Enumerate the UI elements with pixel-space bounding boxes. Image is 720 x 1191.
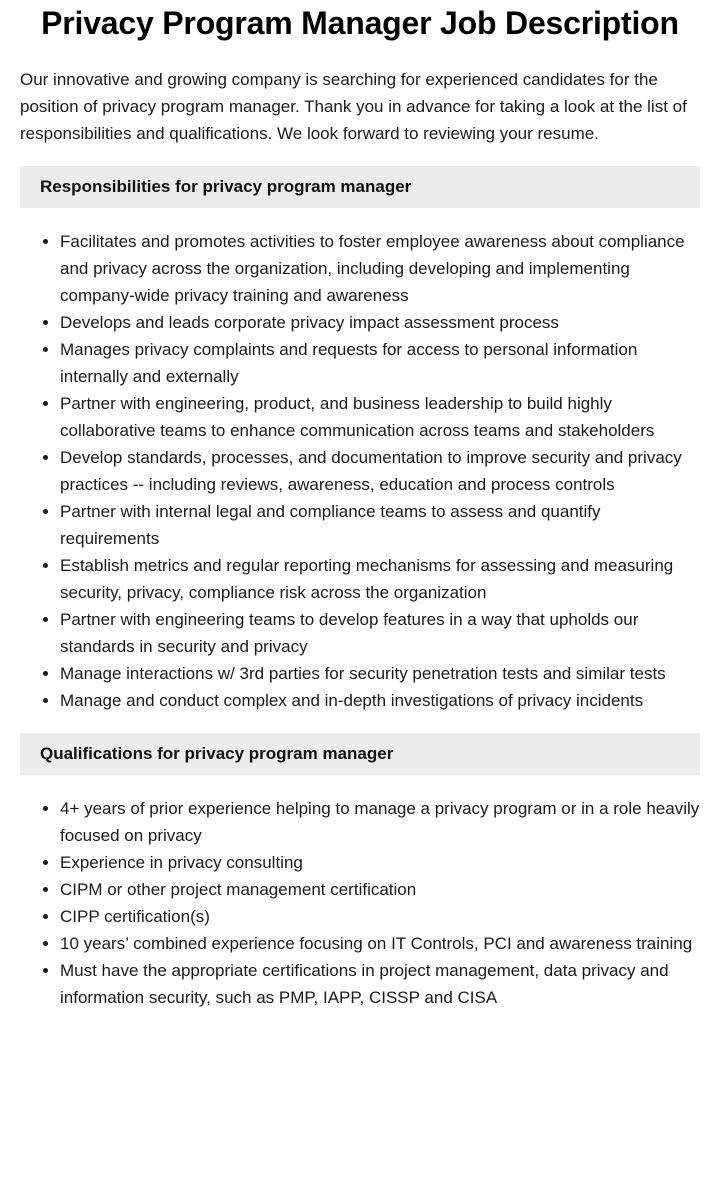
- list-item: • Develops and leads corporate privacy impact assessment process: [60, 309, 700, 336]
- list-item: • Manage interactions w/ 3rd parties for security penetration tests and similar tests: [60, 660, 700, 687]
- list-item: • Establish metrics and regular reporting mechanisms for assessing and measuring security, privacy, compliance risk across the organization: [60, 552, 700, 606]
- list-item: • CIPM or other project management certification: [60, 876, 700, 903]
- responsibilities-heading: Responsibilities for privacy program manager: [20, 166, 700, 208]
- qualifications-list: [20, 795, 700, 1011]
- list-item: • Must have the appropriate certifications in project management, data privacy and information security, such as PMP, IAPP, CISSP and CISA: [60, 957, 700, 1011]
- list-item: • Manage and conduct complex and in-depth investigations of privacy incidents: [60, 687, 700, 714]
- list-item: • 4+ years of prior experience helping to manage a privacy program or in a role heavily focused on privacy: [60, 795, 700, 849]
- list-item: • Partner with engineering, product, and business leadership to build highly collaborative teams to enhance communication across teams and stakeholders: [60, 390, 700, 444]
- list-item: • Partner with engineering teams to develop features in a way that upholds our standards in security and privacy: [60, 606, 700, 660]
- list-item: • Develop standards, processes, and documentation to improve security and privacy practices -- including reviews, awareness, education and process controls: [60, 444, 700, 498]
- intro-paragraph: Our innovative and growing company is searching for experienced candidates for the position of privacy program manager. Thank you in advance for taking a look at the list of responsibilities and qualifications. We look forward to reviewing your resume.: [20, 70, 687, 143]
- list-item: • Partner with internal legal and compliance teams to assess and quantify requirements: [60, 498, 700, 552]
- responsibilities-list: [20, 228, 700, 714]
- list-item: • Facilitates and promotes activities to foster employee awareness about compliance and privacy across the organization, including developing and implementing company-wide privacy training and awareness: [60, 228, 700, 309]
- list-item: • CIPP certification(s): [60, 903, 700, 930]
- qualifications-heading: Qualifications for privacy program manager: [20, 733, 700, 775]
- list-item: • 10 years’ combined experience focusing on IT Controls, PCI and awareness training: [60, 930, 700, 957]
- list-item: • Experience in privacy consulting: [60, 849, 700, 876]
- page-title: Privacy Program Manager Job Description: [41, 5, 679, 41]
- list-item: • Manages privacy complaints and requests for access to personal information internally and externally: [60, 336, 700, 390]
